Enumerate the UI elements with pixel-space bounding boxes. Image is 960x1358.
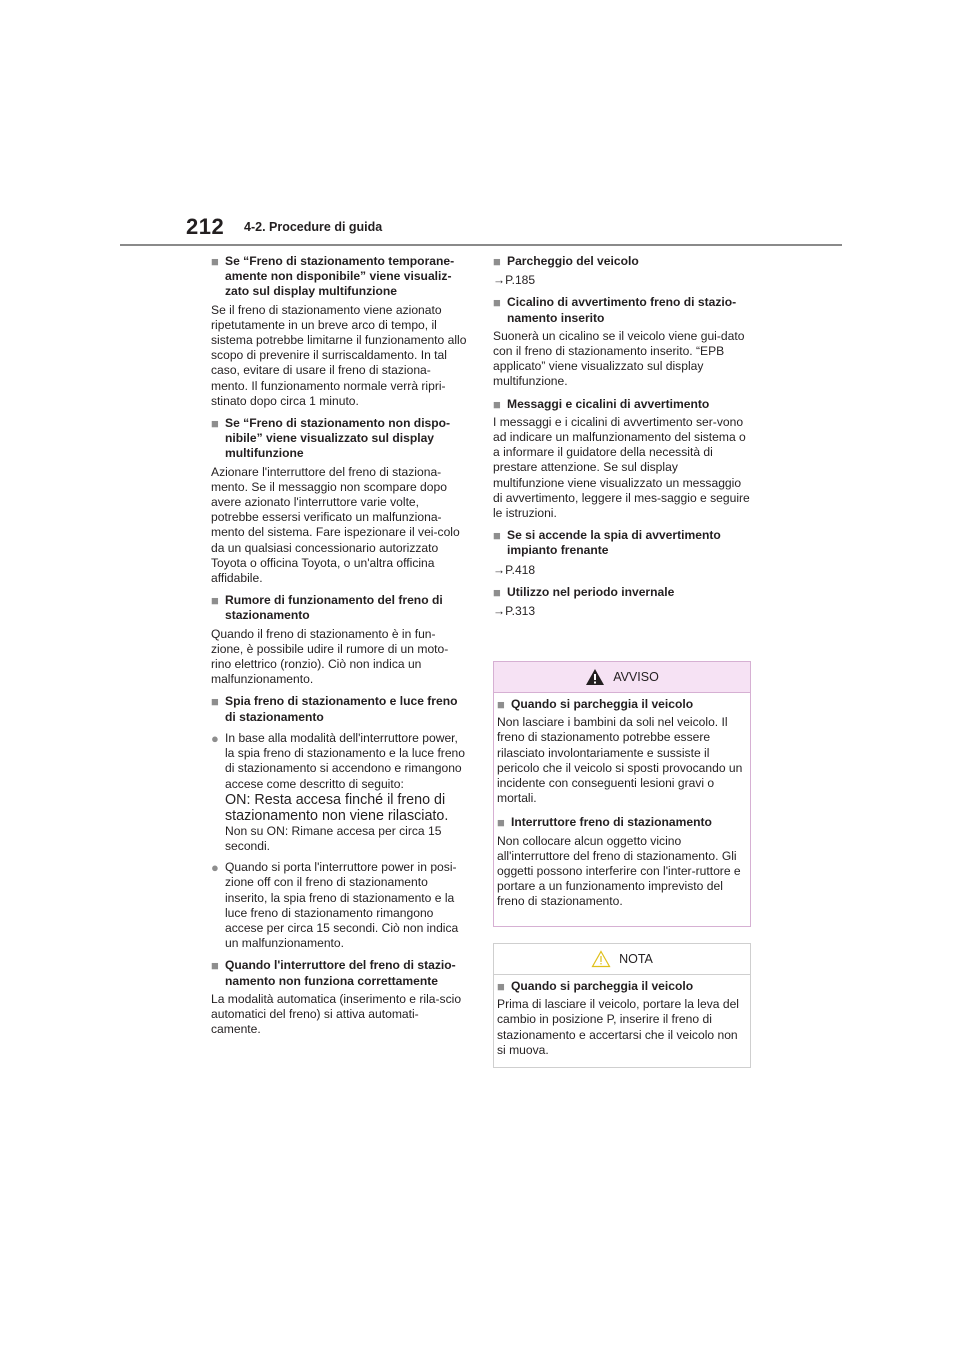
paragraph: Non lasciare i bambini da soli nel veicolo. Il freno di stazionamento potrebbe essere rilasciato involontariamente e sussiste il pericolo che il veicolo si sposti provocando un incidente con conseguenti lesioni gravi o mortali. — [497, 715, 743, 806]
section-unavailable — [211, 416, 467, 586]
heading-text: Utilizzo nel periodo invernale — [507, 584, 675, 599]
left-column — [211, 254, 467, 1044]
warning-box-header — [494, 662, 750, 693]
page-reference-link[interactable]: →P.185 — [493, 273, 536, 288]
paragraph: La modalità automatica (inserimento e rila-scio automatici del freno) si attiva automati-camente. — [211, 991, 462, 1037]
section-heading — [493, 585, 751, 600]
heading-text: Parcheggio del veicolo — [507, 254, 639, 268]
on-mode-text: ON: Resta accesa finché il freno di stazionamento non viene rilasciato. — [225, 791, 449, 824]
section-heading — [211, 694, 467, 724]
square-bullet-icon: ■ — [211, 254, 219, 269]
list-item-text: In base alla modalità dell'interruttore power, la spia freno di stazionamento e la luce freno di stazionamento si accendono e rimangono accese come descritto di seguito: — [225, 730, 466, 791]
square-bullet-icon: ■ — [497, 697, 505, 712]
heading-text: Se “Freno di stazionamento non dispo-nibile” viene visualizzato sul display multifunzione — [225, 416, 451, 461]
heading-text: Messaggi e cicalini di avvertimento — [507, 396, 710, 411]
note-box-header — [494, 944, 750, 975]
section-winter-use — [493, 585, 751, 619]
section-temporary-unavailable — [211, 254, 467, 409]
section-brake-warning-light — [493, 528, 751, 578]
note-box-body — [494, 975, 750, 1062]
page-reference-link[interactable]: →P.313 — [493, 604, 536, 619]
section-warning-messages — [493, 397, 751, 522]
section-switch-malfunction — [211, 958, 467, 1037]
square-bullet-icon: ■ — [211, 416, 219, 432]
page-header — [0, 0, 960, 250]
square-bullet-icon: ■ — [497, 815, 505, 831]
paragraph: Non collocare alcun oggetto vicino all'interruttore del freno di stazionamento. Gli oggetti possono interferire con l'inter-ruttore e portare a un funzionamento imprevisto del freno di stazionamento. — [497, 833, 741, 909]
page-number: 212 — [186, 214, 225, 239]
section-heading — [493, 397, 751, 412]
heading-text: Quando si parcheggia il veicolo — [511, 697, 694, 711]
page-reference-link[interactable]: →P.418 — [493, 562, 536, 577]
warning-box — [493, 661, 751, 927]
heading-text: Se “Freno di stazionamento temporane-amente non disponibile” viene visualiz-zato sul display multifunzione — [225, 254, 455, 299]
heading-text: Quando si parcheggia il veicolo — [511, 979, 694, 993]
section-heading — [211, 958, 467, 988]
section-heading — [497, 815, 744, 830]
header-rule — [120, 244, 842, 246]
section-title: 4-2. Procedure di guida — [244, 220, 383, 234]
caution-icon — [591, 950, 611, 968]
square-bullet-icon: ■ — [211, 593, 219, 609]
circle-bullet-icon: ● — [211, 730, 219, 746]
section-heading — [211, 416, 467, 462]
list-item — [211, 860, 467, 951]
square-bullet-icon: ■ — [493, 584, 501, 600]
note-box — [493, 943, 751, 1068]
square-bullet-icon: ■ — [493, 528, 501, 544]
section-heading — [497, 697, 744, 712]
square-bullet-icon: ■ — [493, 254, 501, 269]
square-bullet-icon: ■ — [211, 958, 219, 974]
heading-text: Spia freno di stazionamento e luce freno di stazionamento — [225, 694, 458, 724]
heading-text: Cicalino di avvertimento freno di stazio-namento inserito — [507, 295, 737, 325]
square-bullet-icon: ■ — [211, 694, 219, 710]
circle-bullet-icon: ● — [211, 860, 219, 876]
paragraph: I messaggi e i cicalini di avvertimento ser-vono ad indicare un malfunzionamento del sistema o a informare il guidatore della necessità di prestare attenzione. Se sul display multifunzione viene visualizzato un messaggio di avvertimento, leggere il mes-saggio e seguire le istruzioni. — [493, 414, 750, 521]
section-parking — [493, 254, 751, 288]
section-heading — [211, 593, 467, 623]
paragraph: Azionare l'interruttore del freno di staziona-mento. Se il messaggio non scompare dopo avere azionato l'interruttore varie volte, potrebbe essersi verificato un malfunziona-mento del sistema. Fare ispezionare il vei-colo da un qualsiasi concessionario autorizzato Toyota o officina Toyota, o un'altra officina affidabile. — [211, 464, 460, 586]
section-heading — [493, 254, 751, 269]
warning-box-body — [494, 693, 750, 914]
square-bullet-icon: ■ — [497, 979, 505, 994]
warning-label: AVVISO — [613, 670, 659, 684]
section-heading — [211, 254, 467, 300]
list-item-body — [225, 731, 467, 854]
square-bullet-icon: ■ — [493, 295, 501, 311]
paragraph: Prima di lasciare il veicolo, portare la leva del cambio in posizione P, inserire il freno di stazionamento e accertarsi che il veicolo non si muova. — [497, 997, 739, 1057]
paragraph: Quando il freno di stazionamento è in fun-zione, è possibile udire il rumore di un moto-rino elettrico (ronzio). Ciò non indica un malfunzionamento. — [211, 626, 449, 687]
section-heading — [493, 295, 751, 325]
note-label: NOTA — [619, 952, 653, 966]
heading-text: Se si accende la spia di avvertimento impianto frenante — [507, 528, 721, 558]
section-operating-noise — [211, 593, 467, 687]
list-item-text: Quando si porta l'interruttore power in posi-zione off con il freno di stazionamento inserito, la spia freno di stazionamento e la luce freno di stazionamento rimangono accese per circa 15 secondi. Ciò non indica un malfunzionamento. — [225, 860, 459, 951]
section-indicator-light — [211, 694, 467, 951]
warning-icon — [585, 668, 605, 686]
section-heading — [493, 528, 751, 558]
heading-text: Interruttore freno di stazionamento — [511, 815, 712, 830]
paragraph: Suonerà un cicalino se il veicolo viene gui-dato con il freno di stazionamento inserito. “EPB applicato” viene visualizzato sul display multifunzione. — [493, 328, 745, 389]
heading-text: Rumore di funzionamento del freno di stazionamento — [225, 593, 443, 623]
off-mode-text: Non su ON: Rimane accesa per circa 15 secondi. — [225, 823, 442, 853]
heading-text: Quando l'interruttore del freno di stazio-namento non funziona correttamente — [225, 958, 456, 988]
square-bullet-icon: ■ — [493, 396, 501, 412]
section-heading — [497, 979, 744, 994]
list-item — [211, 731, 467, 854]
section-buzzer — [493, 295, 751, 389]
paragraph: Se il freno di stazionamento viene azionato ripetutamente in un breve arco di tempo, il sistema potrebbe limitarne il funzionamento allo scopo di prevenire il surriscaldamento. In tal caso, evitare di usare il freno di staziona-mento. Il funzionamento normale verrà ripri-stinato dopo circa 1 minuto. — [211, 302, 467, 408]
right-column — [493, 254, 751, 626]
